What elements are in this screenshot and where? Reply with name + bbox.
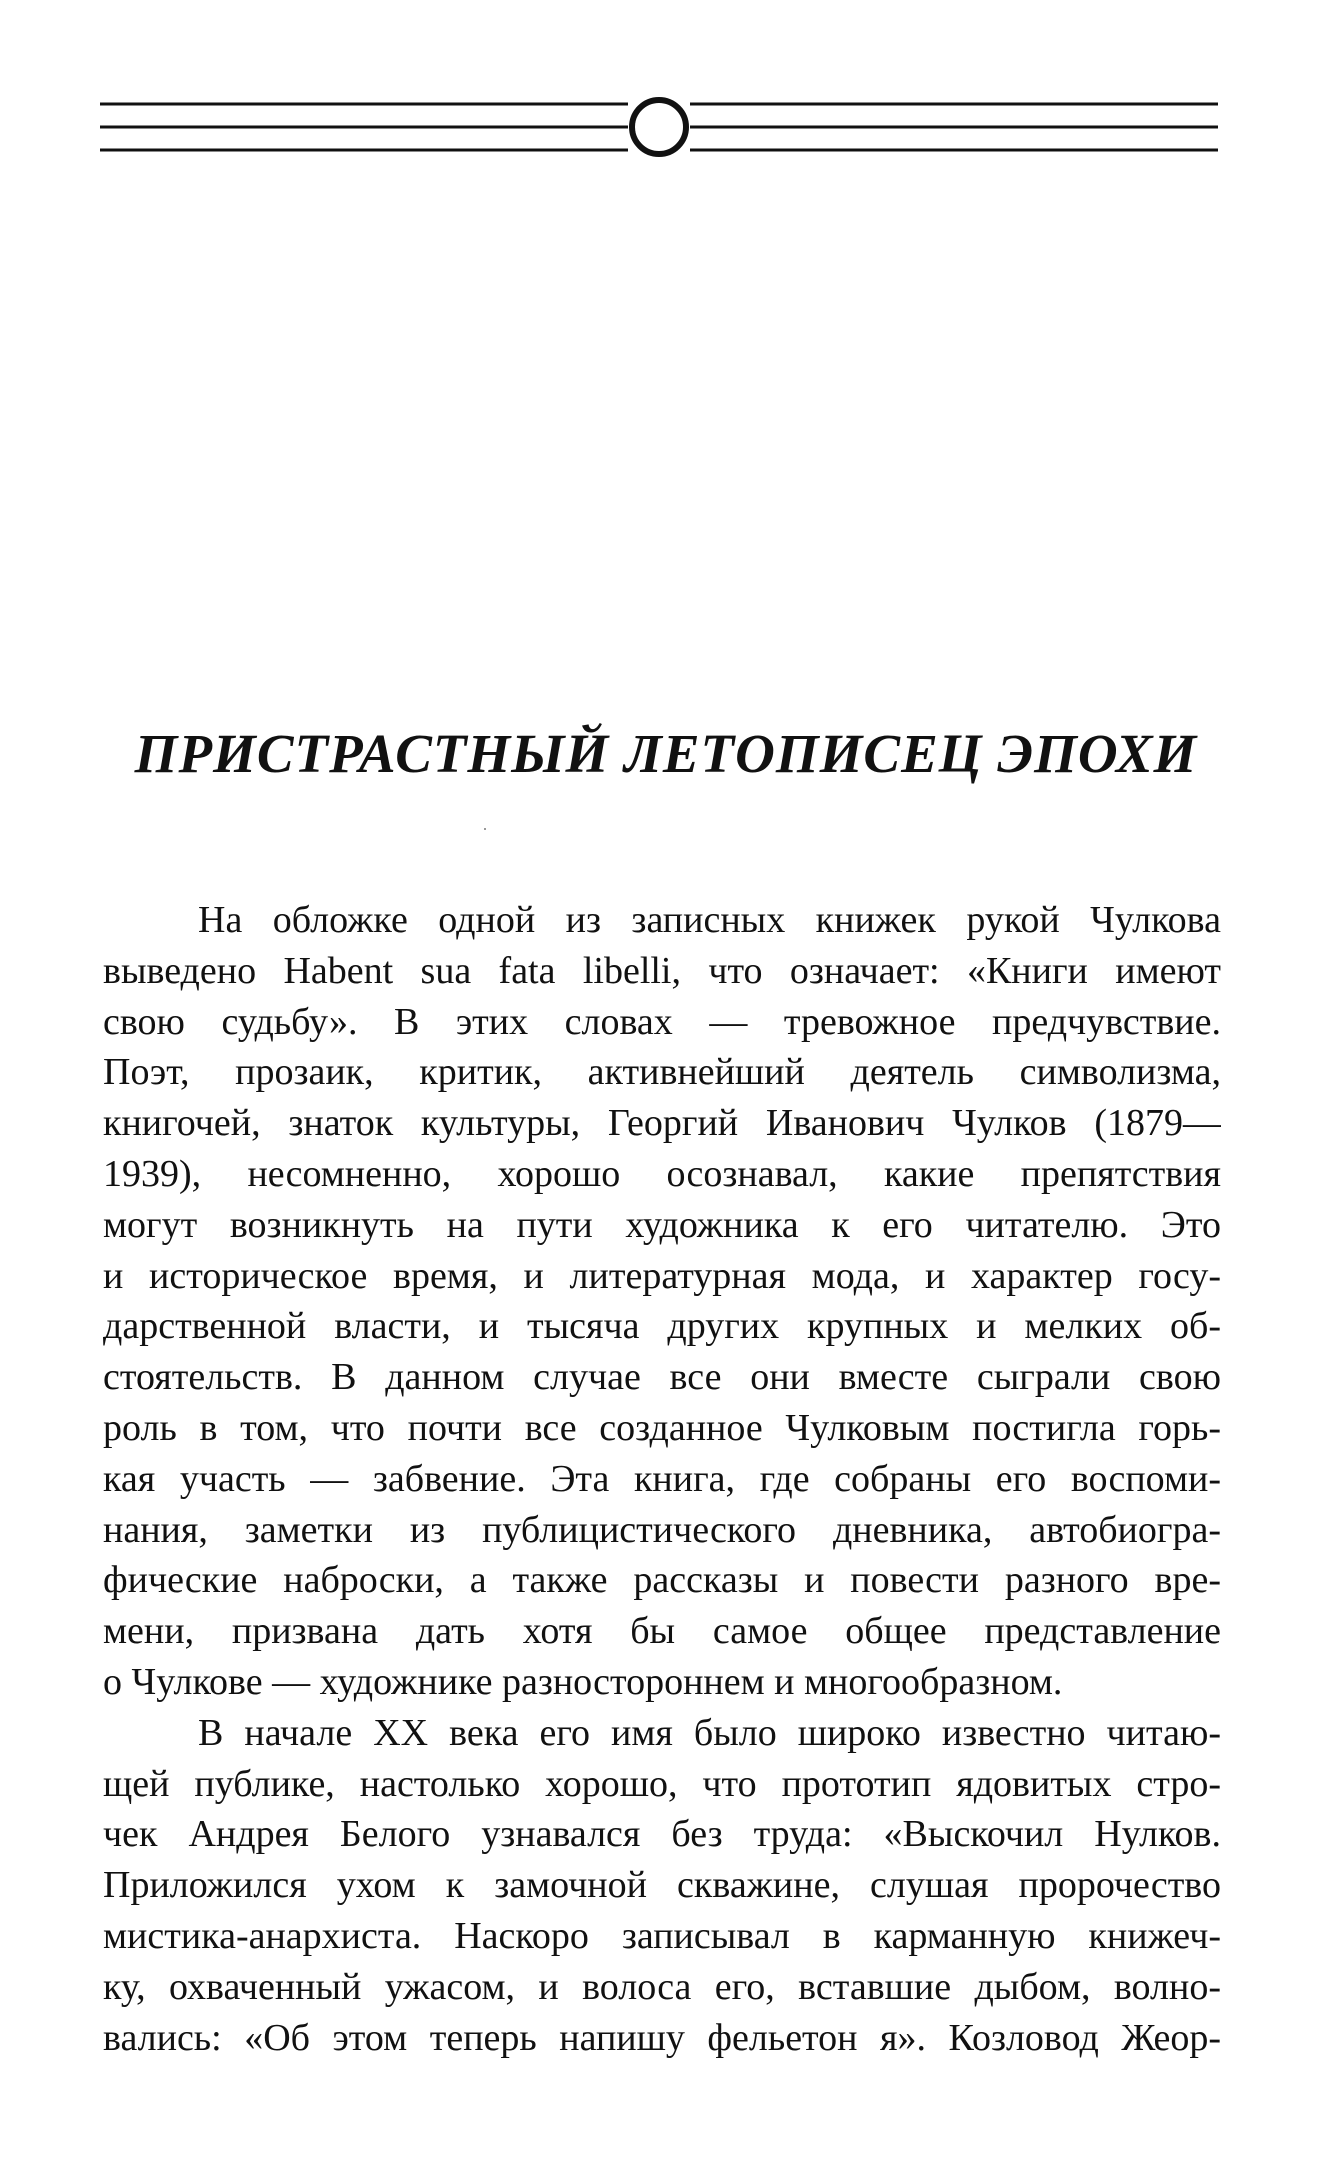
text-line: На обложке одной из записных книжек рукой Чулкова: [198, 899, 1221, 941]
text-line: роль в том, что почти все созданное Чулковым постигла горь-: [103, 1406, 1221, 1449]
print-speck: [484, 828, 486, 830]
text-line: ку, охваченный ужасом, и волоса его, вставшие дыбом, волно-: [103, 1965, 1221, 2008]
paragraph-1: [103, 895, 1221, 1708]
body-text: [103, 895, 1221, 2063]
text-line: мени, призвана дать хотя бы самое общее представление: [103, 1610, 1221, 1653]
text-line: Поэт, прозаик, критик, активнейший деятель символизма,: [103, 1051, 1221, 1094]
text-line: Приложился ухом к замочной скважине, слушая пророчество: [103, 1864, 1221, 1907]
text-line: свою судьбу». В этих словах — тревожное предчувствие.: [103, 1000, 1221, 1043]
text-line: В начале XX века его имя было широко известно читаю-: [198, 1711, 1221, 1754]
text-line: и историческое время, и литературная мода, и характер госу-: [103, 1254, 1221, 1297]
text-line: фические наброски, а также рассказы и повести разного вре-: [103, 1559, 1221, 1602]
text-line: о Чулкове — художнике разностороннем и многообразном.: [103, 1660, 1063, 1703]
text-line: щей публике, настолько хорошо, что прототип ядовитых стро-: [103, 1762, 1221, 1805]
page-title: ПРИСТРАСТНЫЙ ЛЕТОПИСЕЦ ЭПОХИ: [134, 723, 1198, 784]
text-line: мистика-анархиста. Наскоро записывал в карманную книжеч-: [103, 1914, 1221, 1957]
text-line: дарственной власти, и тысяча других крупных и мелких об-: [103, 1305, 1221, 1348]
text-line: могут возникнуть на пути художника к его читателю. Это: [103, 1203, 1221, 1246]
text-line: нания, заметки из публицистического дневника, автобиогра-: [103, 1508, 1221, 1551]
text-line: 1939), несомненно, хорошо осознавал, какие препятствия: [103, 1152, 1221, 1195]
text-line: книгочей, знаток культуры, Георгий Иванович Чулков (1879—: [103, 1102, 1221, 1145]
text-line: кая участь — забвение. Эта книга, где собраны его воспоми-: [103, 1457, 1221, 1500]
header-ornament: [100, 84, 1218, 174]
text-line: вались: «Об этом теперь напишу фельетон я». Козловод Жеор-: [103, 2016, 1221, 2059]
text-line: чек Андрея Белого узнавался без труда: «Выскочил Нулков.: [103, 1813, 1221, 1856]
text-line: стоятельств. В данном случае все они вместе сыграли свою: [103, 1356, 1221, 1399]
paragraph-2: [103, 1708, 1221, 2064]
text-line: выведено Habent sua fata libelli, что означает: «Книги имеют: [103, 949, 1221, 992]
